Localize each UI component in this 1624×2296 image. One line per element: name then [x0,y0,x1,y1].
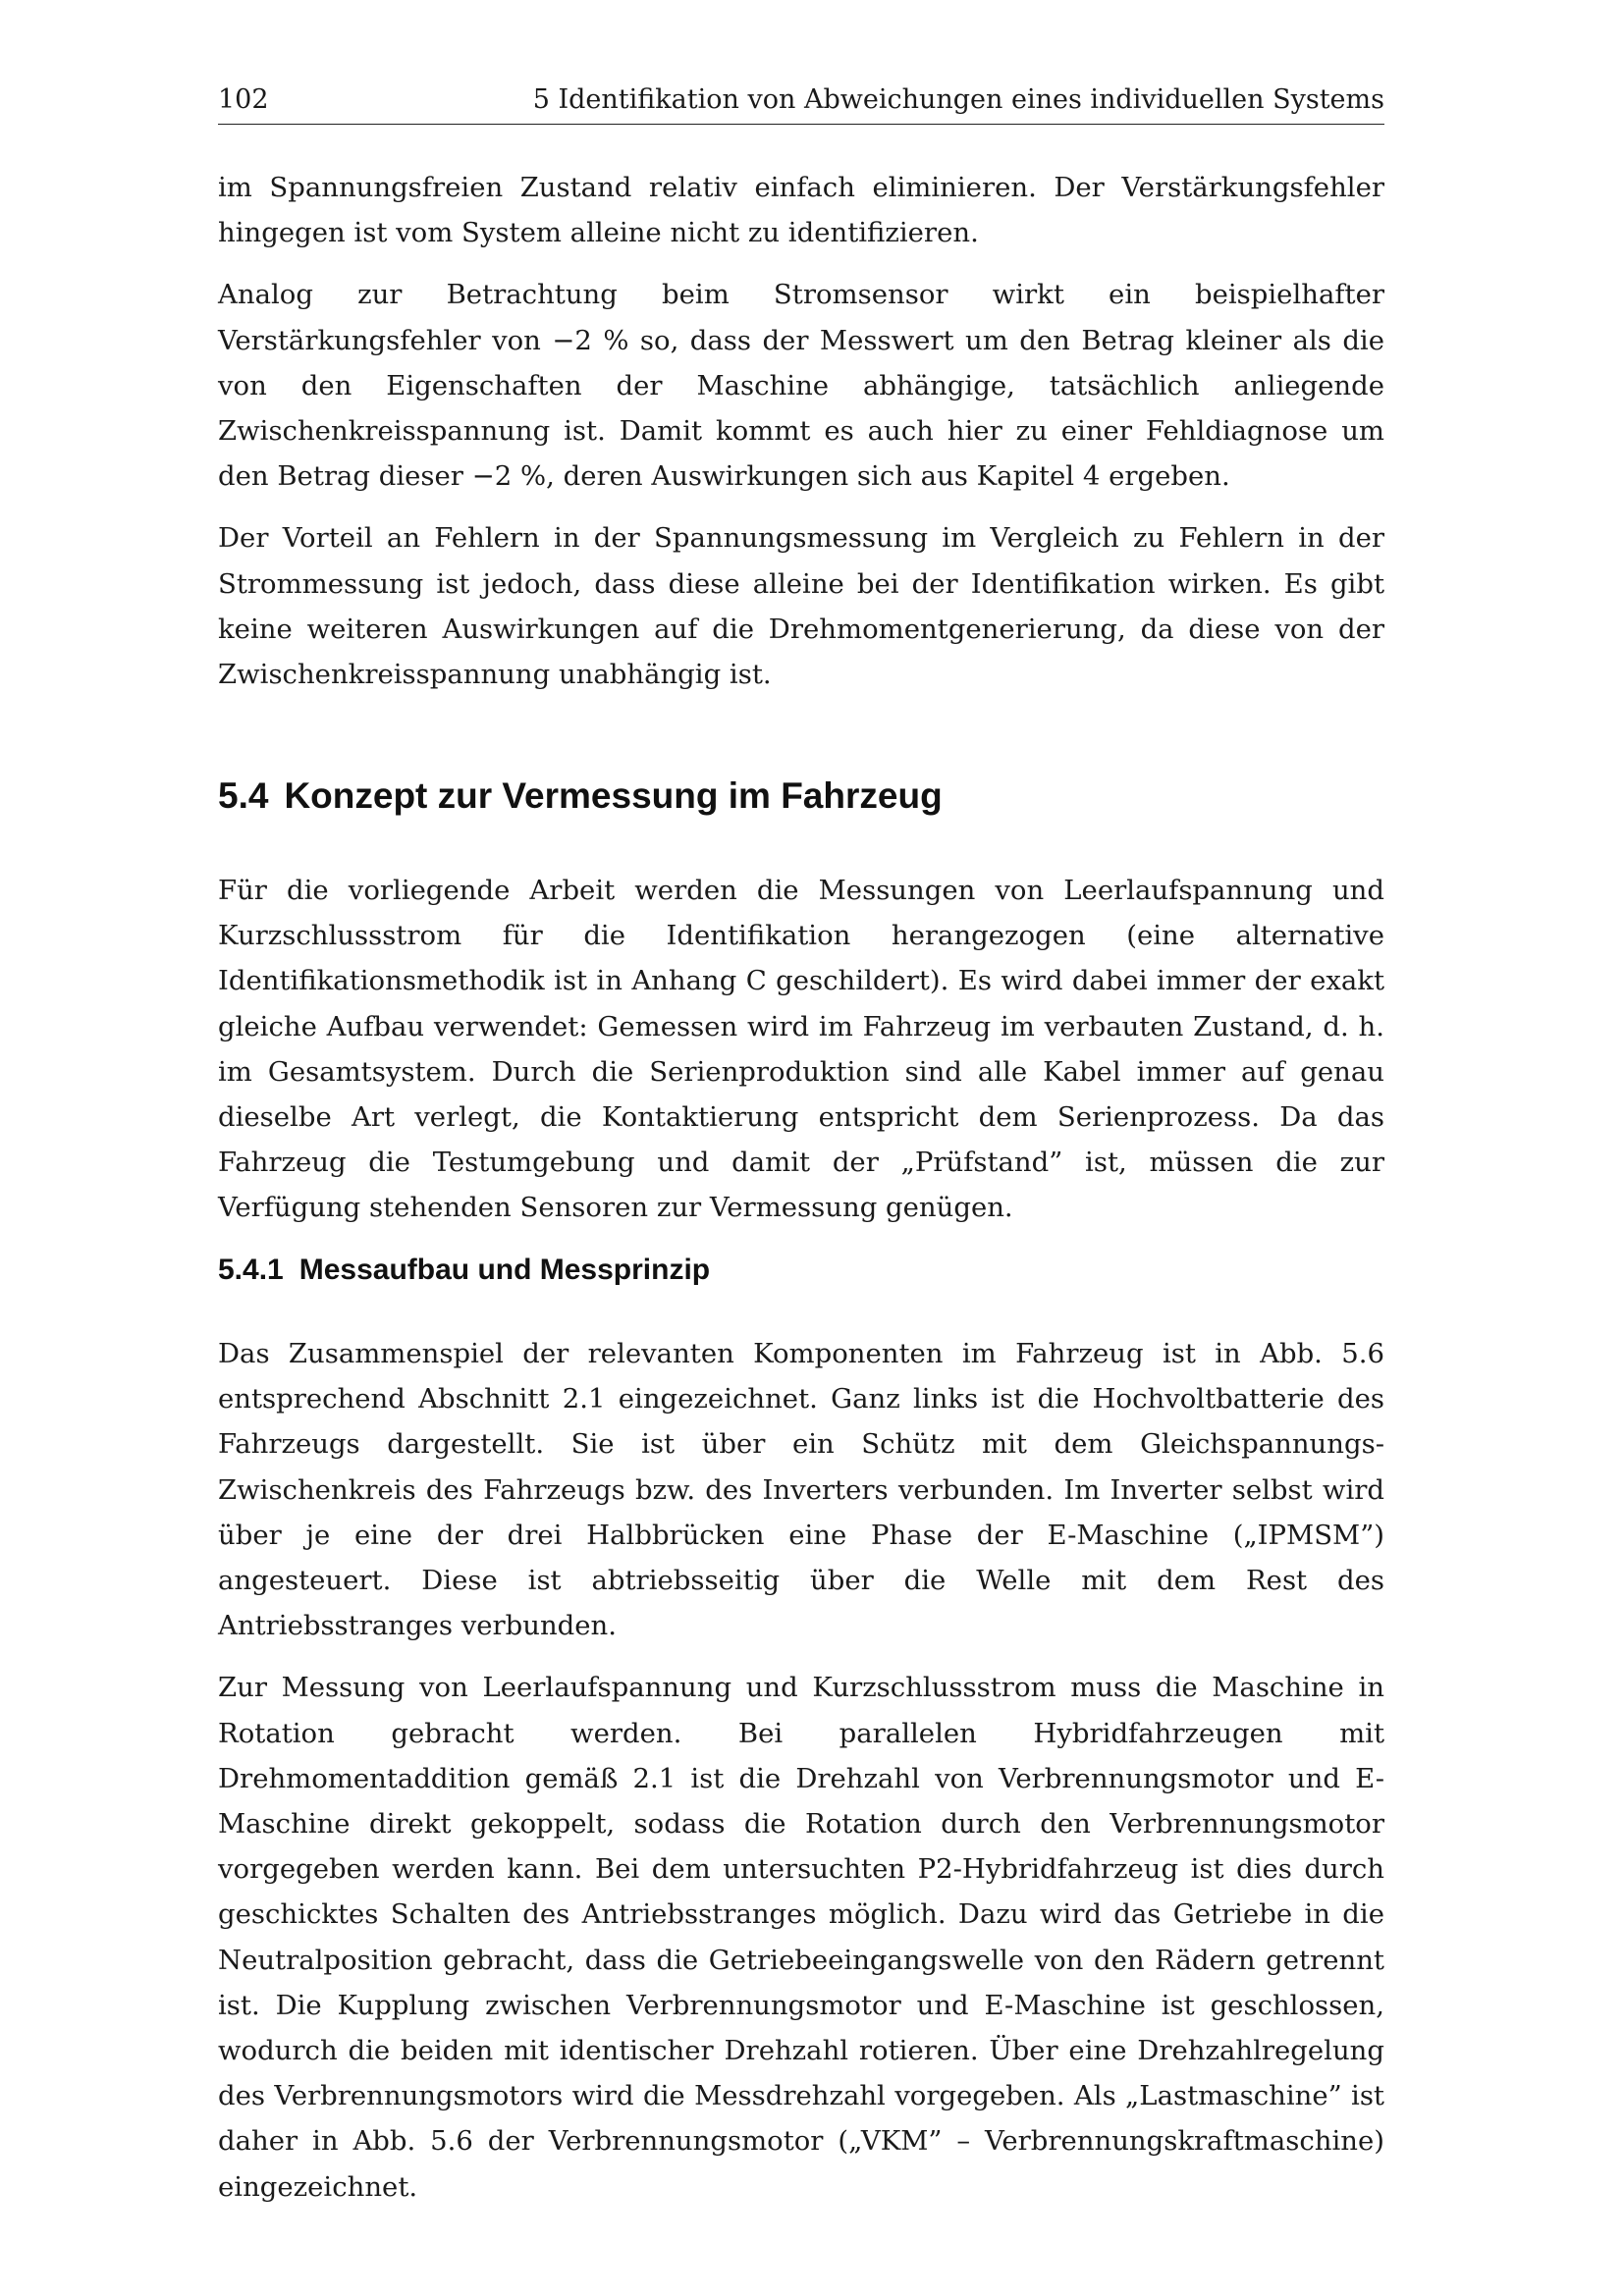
paragraph-4: Für die vorliegende Arbeit werden die Messungen von Leerlaufspannung und Kurzschlussstrom für die Identifikation herangezogen (eine alternative Identifikationsmethodik ist in Anhang C geschildert). Es wird dabei immer der exakt gleiche Aufbau verwendet: Gemessen wird im Fahrzeug im verbauten Zustand, d. h. im Gesamtsystem. Durch die Serienproduktion sind alle Kabel immer auf genau dieselbe Art verlegt, die Kontaktierung entspricht dem Serienprozess. Da das Fahrzeug die Testumgebung und damit der „Prüfstand” ist, müssen die zur Verfügung stehenden Sensoren zur Vermessung genügen. [218,875,1384,1224]
chapter-title: 5 Identifikation von Abweichungen eines individuellen Systems [532,84,1384,115]
paragraph-2: Analog zur Betrachtung beim Stromsensor wirkt ein beispielhafter Verstärkungsfehler von −2 % so, dass der Messwert um den Betrag kleiner als die von den Eigenschaften der Maschine abhängige, tatsächlich anliegende Zwischenkreisspannung ist. Damit kommt es auch hier zu einer Fehldiagnose um den Betrag dieser −2 %, deren Auswirkungen sich aus Kapitel 4 ergeben. [218,279,1384,493]
text-block-top [218,165,1384,697]
running-head [218,84,1384,125]
page-number: 102 [218,84,269,115]
section-title: Konzept zur Vermessung im Fahrzeug [284,775,943,816]
section-number: 5.4 [218,775,269,816]
section-heading [218,775,943,817]
subsection-title: Messaufbau und Messprinzip [298,1254,711,1286]
paragraph-6: Zur Messung von Leerlaufspannung und Kurzschlussstrom muss die Maschine in Rotation gebracht werden. Bei parallelen Hybridfahrzeugen mit Drehmomentaddition gemäß 2.1 ist die Drehzahl von Verbrennungsmotor und E-Maschine direkt gekoppelt, sodass die Rotation durch den Verbrennungsmotor vorgegeben werden kann. Bei dem untersuchten P2-Hybridfahrzeug ist dies durch geschicktes Schalten des Antriebsstranges möglich. Dazu wird das Getriebe in die Neutralposition gebracht, dass die Getriebeeingangswelle von den Rädern getrennt ist. Die Kupplung zwischen Verbrennungsmotor und E-Maschine ist geschlossen, wodurch die beiden mit identischer Drehzahl rotieren. Über eine Drehzahlregelung des Verbrennungsmotors wird die Messdrehzahl vorgegeben. Als „Lastmaschine” ist daher in Abb. 5.6 der Verbrennungsmotor („VKM” – Verbrennungskraftmaschine) eingezeichnet. [218,1672,1384,2203]
text-block-section [218,868,1384,1231]
paragraph-1: im Spannungsfreien Zustand relativ einfach eliminieren. Der Verstärkungsfehler hingegen ist vom System alleine nicht zu identifizieren. [218,172,1384,249]
text-block-subsection [218,1331,1384,2210]
subsection-heading [218,1254,710,1287]
paragraph-5: Das Zusammenspiel der relevanten Komponenten im Fahrzeug ist in Abb. 5.6 entsprechend Abschnitt 2.1 eingezeichnet. Ganz links ist die Hochvoltbatterie des Fahrzeugs dargestellt. Sie ist über ein Schütz mit dem Gleichspannungs-Zwischenkreis des Fahrzeugs bzw. des Inverters verbunden. Im Inverter selbst wird über je eine der drei Halbbrücken eine Phase der E-Maschine („IPMSM”) angesteuert. Diese ist abtriebsseitig über die Welle mit dem Rest des Antriebsstranges verbunden. [218,1338,1384,1642]
paragraph-3: Der Vorteil an Fehlern in der Spannungsmessung im Vergleich zu Fehlern in der Strommessung ist jedoch, dass diese alleine bei der Identifikation wirken. Es gibt keine weiteren Auswirkungen auf die Drehmomentgenerierung, da diese von der Zwischenkreisspannung unabhängig ist. [218,522,1384,691]
subsection-number: 5.4.1 [218,1254,284,1286]
